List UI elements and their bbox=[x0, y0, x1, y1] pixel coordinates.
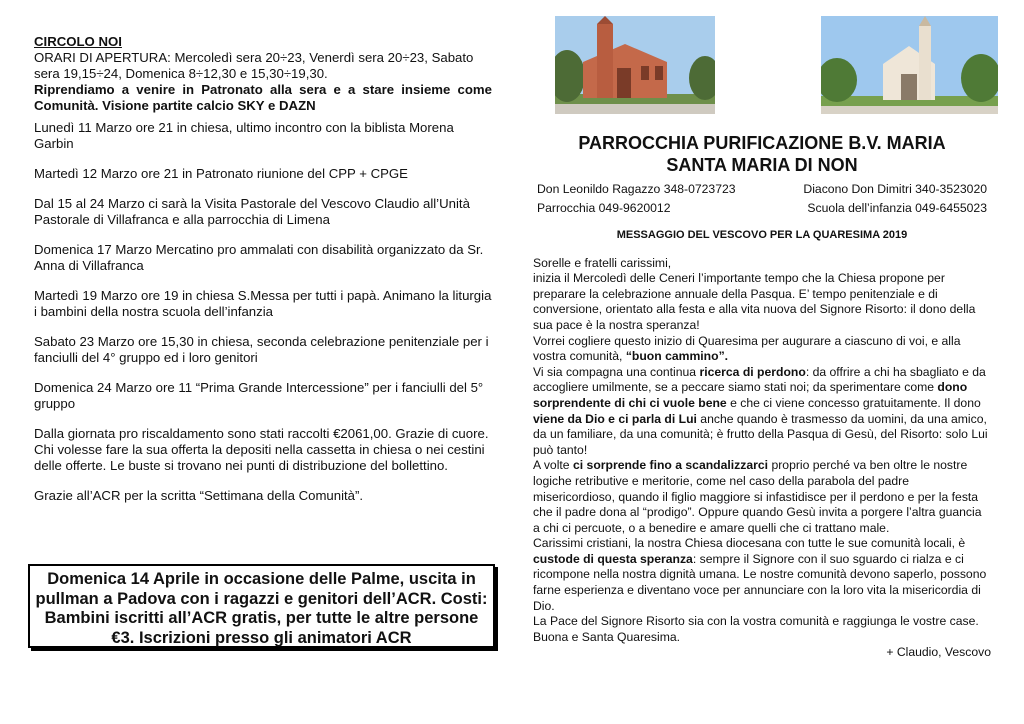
contact-priest: Don Leonildo Ragazzo 348-0723723 bbox=[537, 182, 736, 196]
contacts bbox=[533, 180, 991, 218]
event-item: Domenica 24 Marzo ore 11 “Prima Grande Intercessione” per i fanciulli del 5° gruppo bbox=[34, 380, 484, 411]
photos-row bbox=[533, 16, 991, 116]
event-item: Sabato 23 Marzo ore 15,30 in chiesa, seconda celebrazione penitenziale per i fanciulli del 4° gruppo ed i loro genitori bbox=[34, 334, 489, 365]
message-signature: + Claudio, Vescovo bbox=[886, 645, 991, 660]
announcement-box: Domenica 14 Aprile in occasione delle Palme, uscita in pullman a Padova con i ragazzi e genitori dell’ACR. Costi: Bambini iscritti all’ACR gratis, per tutte le altre persone €3. Iscrizioni presso gli animatori ACR bbox=[28, 564, 495, 648]
parish-title-line2: SANTA MARIA DI NON bbox=[666, 155, 858, 175]
event-item: Martedì 12 Marzo ore 21 in Patronato riunione del CPP + CPGE bbox=[34, 166, 408, 181]
message-paragraph: Vorrei cogliere questo inizio di Quaresima per augurare a ciascuno di voi, e alla vostra comunità, “buon cammino”. bbox=[533, 333, 961, 364]
message-greeting: Sorelle e fratelli carissimi, bbox=[533, 255, 672, 270]
circolo-title: CIRCOLO NOI bbox=[34, 34, 122, 49]
message-paragraph: Vi sia compagna una continua ricerca di perdono: da offrire a chi ha sbagliato e da accogliere umilmente, se a peccare siamo stati noi; da sperimentare come dono sorprendente di chi ci vuole bene e che ci viene concesso gratuitamente. Il dono viene da Dio e ci parla di Lui anche quando è trasmesso da uomini, da una amico, da un familiare, da una comunità; è frutto della Pasqua di Gesù, del Risorto: solo Lui può tanto! bbox=[533, 364, 988, 457]
message-paragraph: Carissimi cristiani, la nostra Chiesa diocesana con tutte le sue comunità locali, è custode di questa speranza: sempre il Signore con il suo sguardo ci rialza e ci ricompone nella nostra dignità umana. Le nostre comunità devono saperlo, possono farne esperienza e diventano voce per annunciare con la loro vita la misericordia di Dio. bbox=[533, 536, 987, 613]
circolo-note: Riprendiamo a venire in Patronato alla sera e a stare insieme come Comunità. Visione partite calcio SKY e DAZN bbox=[34, 82, 492, 113]
event-item: Dalla giornata pro riscaldamento sono stati raccolti €2061,00. Grazie di cuore. Chi volesse fare la sua offerta la depositi nella cassetta in chiesa o nei cestini delle offerte. Le buste si trovano nei punti di distribuzione del bollettino. bbox=[34, 426, 489, 473]
circolo-hours: ORARI DI APERTURA: Mercoledì sera 20÷23, Venerdì sera 20÷23, Sabato sera 19,15÷24, Domenica 8÷12,30 e 15,30÷19,30. bbox=[34, 50, 474, 81]
event-item: Lunedì 11 Marzo ore 21 in chiesa, ultimo incontro con la biblista Morena Garbin bbox=[34, 120, 454, 151]
event-item: Dal 15 al 24 Marzo ci sarà la Visita Pastorale del Vescovo Claudio all’Unità Pastorale di Villafranca e alla parrocchia di Limena bbox=[34, 196, 470, 227]
message-paragraph: inizia il Mercoledì delle Ceneri l’importante tempo che la Chiesa propone per preparare la celebrazione annuale della Pasqua. E’ tempo penitenziale e di conversione, orientato alla festa e alla vita nuova del Signore Risorto: il dono della sua pace è la nostra speranza! bbox=[533, 271, 976, 332]
message-paragraph: A volte ci sorprende fino a scandalizzarci proprio perché va ben oltre le nostre logiche retributive e meritorie, come nel caso della parabola del padre misericordioso, quando il figlio maggiore si infastidisce per il perdono e per la festa che il padre dona al “prodigo”. Oppure quando Gesù invita a porgere l’altra guancia a chi ci percuote, o a benedire e amare quelli che ci trattano male. bbox=[533, 458, 982, 535]
parish-title bbox=[533, 132, 991, 176]
church-photo-2 bbox=[821, 16, 998, 114]
event-item: Grazie all’ACR per la scritta “Settimana della Comunità”. bbox=[34, 488, 364, 503]
right-column bbox=[533, 16, 991, 661]
bishop-message bbox=[533, 256, 991, 661]
event-item: Domenica 17 Marzo Mercatino pro ammalati con disabilità organizzato da Sr. Anna di Villafranca bbox=[34, 242, 484, 273]
event-item: Martedì 19 Marzo ore 19 in chiesa S.Messa per tutti i papà. Animano la liturgia i bambini della nostra scuola dell’infanzia bbox=[34, 288, 492, 319]
message-paragraph: La Pace del Signore Risorto sia con la vostra comunità e raggiunga le vostre case. Buona e Santa Quaresima. bbox=[533, 614, 979, 644]
parish-title-line1: PARROCCHIA PURIFICAZIONE B.V. MARIA bbox=[578, 133, 946, 153]
contact-deacon: Diacono Don Dimitri 340-3523020 bbox=[803, 182, 987, 196]
left-column bbox=[34, 34, 492, 518]
contact-parish: Parrocchia 049-9620012 bbox=[537, 201, 671, 215]
contact-school: Scuola dell’infanzia 049-6455023 bbox=[807, 201, 987, 215]
church-photo-1 bbox=[555, 16, 715, 114]
message-title: MESSAGGIO DEL VESCOVO PER LA QUARESIMA 2019 bbox=[616, 229, 908, 241]
